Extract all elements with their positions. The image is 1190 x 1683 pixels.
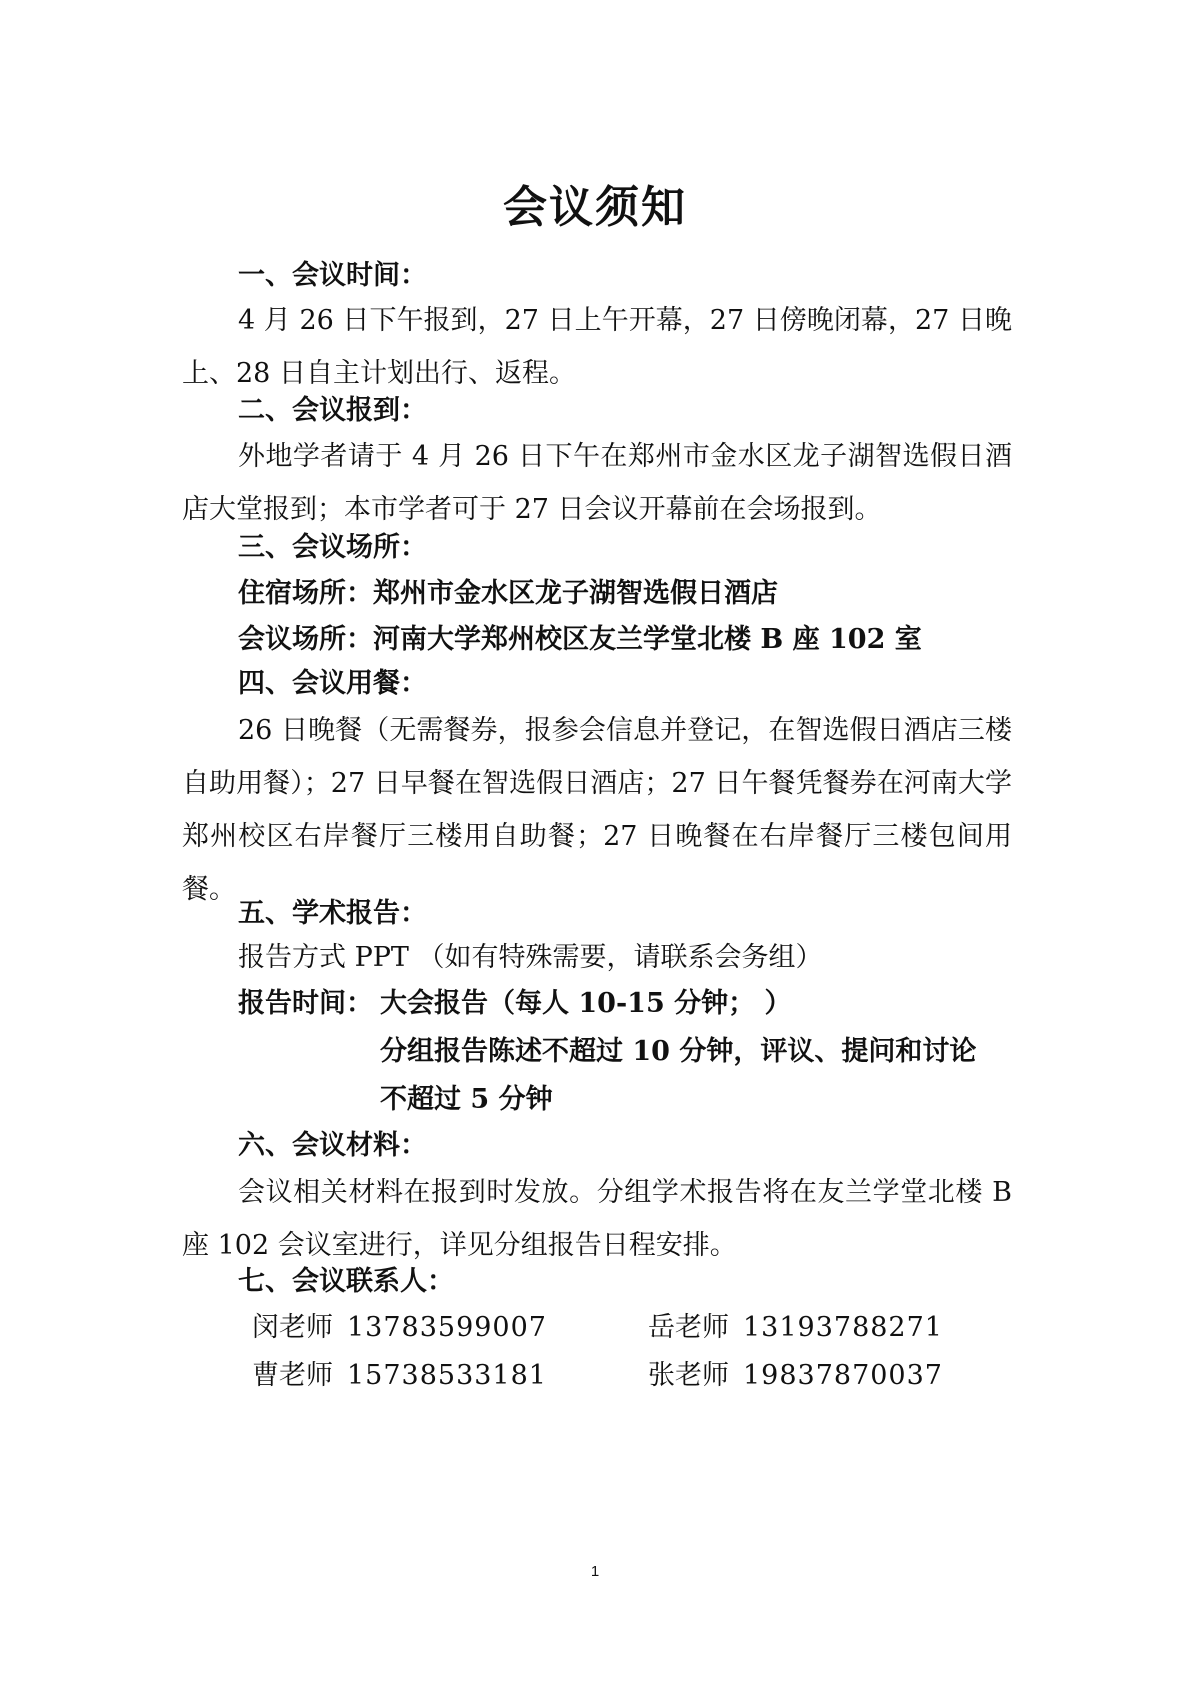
section-heading-reports: 五、学术报告： bbox=[238, 898, 427, 929]
section-body-registration: 外地学者请于 4 月 26 日下午在郑州市金水区龙子湖智选假日酒店大堂报到；本市学者可于 27 日会议开幕前在会场报到。 bbox=[182, 441, 1012, 525]
contact-phone: 15738533181 bbox=[347, 1360, 547, 1391]
section-body-time: 4 月 26 日下午报到，27 日上午开幕，27 日傍晚闭幕，27 日晚上、28 日自主计划出行、返程。 bbox=[182, 305, 1012, 389]
section-heading-registration: 二、会议报到： bbox=[238, 395, 427, 426]
contact-item bbox=[648, 1358, 943, 1394]
group-report-time-line1: 分组报告陈述不超过 10 分钟，评议、提问和讨论 bbox=[380, 1036, 977, 1067]
contact-name: 张老师 bbox=[648, 1360, 729, 1391]
contact-item bbox=[252, 1310, 547, 1346]
plenary-report-time: 大会报告（每人 10-15 分钟； ） bbox=[380, 988, 792, 1019]
section-heading-contacts: 七、会议联系人： bbox=[238, 1266, 454, 1297]
lodging-venue: 住宿场所：郑州市金水区龙子湖智选假日酒店 bbox=[238, 578, 778, 609]
section-heading-time: 一、会议时间： bbox=[238, 260, 427, 291]
page-title: 会议须知 bbox=[503, 182, 687, 233]
contact-name: 曹老师 bbox=[252, 1360, 333, 1391]
contact-item bbox=[252, 1358, 547, 1394]
contact-item bbox=[648, 1310, 943, 1346]
page-number: 1 bbox=[590, 1563, 600, 1580]
contact-name: 闵老师 bbox=[252, 1312, 333, 1343]
group-report-time-line2: 不超过 5 分钟 bbox=[380, 1084, 553, 1115]
report-time-label: 报告时间： bbox=[238, 988, 373, 1019]
contact-phone: 19837870037 bbox=[743, 1360, 943, 1391]
section-body-materials: 会议相关材料在报到时发放。分组学术报告将在友兰学堂北楼 B 座 102 会议室进行，详见分组报告日程安排。 bbox=[182, 1177, 1012, 1261]
meeting-venue: 会议场所：河南大学郑州校区友兰学堂北楼 B 座 102 室 bbox=[238, 624, 922, 655]
section-heading-venue: 三、会议场所： bbox=[238, 532, 427, 563]
report-format: 报告方式 PPT （如有特殊需要，请联系会务组） bbox=[238, 942, 823, 973]
contact-phone: 13193788271 bbox=[743, 1312, 943, 1343]
section-body-meals: 26 日晚餐（无需餐券，报参会信息并登记，在智选假日酒店三楼自助用餐）；27 日早餐在智选假日酒店；27 日午餐凭餐券在河南大学郑州校区右岸餐厅三楼用自助餐；27 日晚餐在右岸餐厅三楼包间用餐。 bbox=[182, 715, 1012, 905]
section-heading-materials: 六、会议材料： bbox=[238, 1130, 427, 1161]
contact-name: 岳老师 bbox=[648, 1312, 729, 1343]
contact-phone: 13783599007 bbox=[347, 1312, 547, 1343]
section-heading-meals: 四、会议用餐： bbox=[238, 668, 427, 699]
